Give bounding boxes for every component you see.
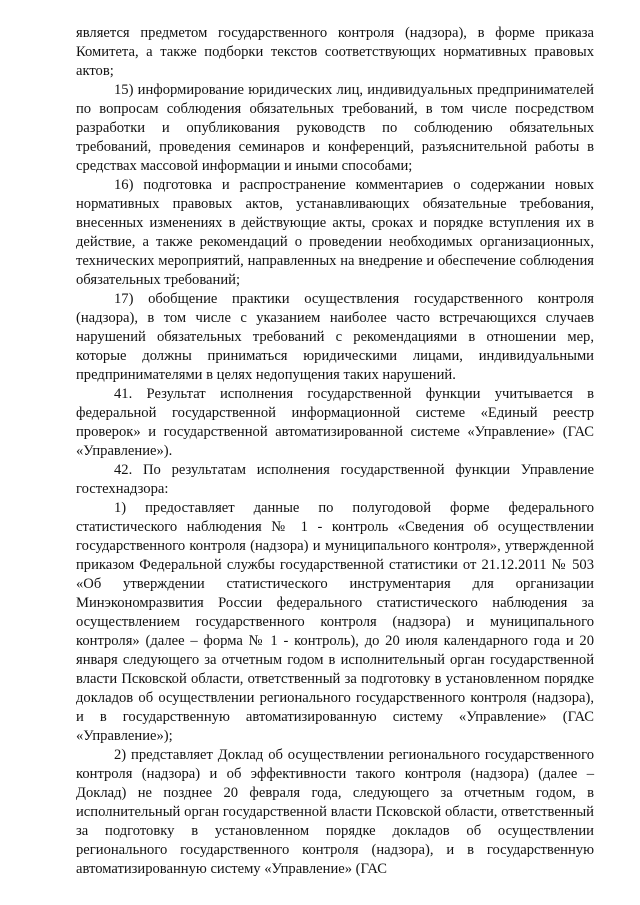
paragraph-clause-41: 41. Результат исполнения государственной функции учитывается в федеральной государственной информационной системе «Единый реестр проверок» и государственной автоматизированной системе «Управление» (ГАС «Управление»). bbox=[76, 386, 594, 459]
paragraph-item-17: 17) обобщение практики осуществления государственного контроля (надзора), в том числе с указанием наиболее часто встречающихся случаев нарушений обязательных требований с рекомендациями в отношении мер, которые должны приниматься юридическими лицами, индивидуальными предпринимателями в целях недопущения таких нарушений. bbox=[76, 291, 594, 383]
paragraph-item-16: 16) подготовка и распространение комментариев о содержании новых нормативных правовых актов, устанавливающих обязательные требования, внесенных изменениях в действующие акты, сроках и порядке вступления их в действие, а также рекомендаций о проведении необходимых организационных, технических мероприятий, направленных на внедрение и обеспечение соблюдения обязательных требований; bbox=[76, 177, 594, 288]
paragraph-clause-42-item-1: 1) предоставляет данные по полугодовой форме федерального статистического наблюдения № 1 - контроль «Сведения об осуществлении государственного контроля (надзора) и муниципального контроля», утвержденной приказом Федеральной службы государственной статистики от 21.12.2011 № 503 «Об утверждении статистического инструментария для организации Минэкономразвития России федерального статистического наблюдения за осуществлением государственного контроля (надзора) и муниципального контроля» (далее – форма № 1 - контроль), до 20 июля календарного года и 20 января следующего за отчетным годом в исполнительный орган государственной власти Псковской области, ответственный за подготовку в установленном порядке докладов об осуществлении регионального государственного контроля (надзора), и в государственную автоматизированную систему «Управление» (ГАС «Управление»); bbox=[76, 500, 594, 744]
paragraph-clause-42-item-2: 2) представляет Доклад об осуществлении регионального государственного контроля (надзора) и об эффективности такого контроля (надзора) (далее – Доклад) не позднее 20 февраля года, следующего за отчетным годом, в исполнительный орган государственной власти Псковской области, ответственный за подготовку в установленном порядке докладов об осуществлении регионального государственного контроля (надзора), и в государственную автоматизированную систему «Управление» (ГАС bbox=[76, 747, 594, 877]
paragraph-clause-42: 42. По результатам исполнения государственной функции Управление гостехнадзора: bbox=[76, 462, 594, 497]
paragraph-continuation: является предметом государственного контроля (надзора), в форме приказа Комитета, а также подборки текстов соответствующих нормативных правовых актов; bbox=[76, 25, 594, 79]
document-page bbox=[76, 24, 594, 879]
paragraph-item-15: 15) информирование юридических лиц, индивидуальных предпринимателей по вопросам соблюдения обязательных требований, в том числе посредством разработки и опубликования руководств по соблюдению обязательных требований, проведения семинаров и конференций, разъяснительной работы в средствах массовой информации и иными способами; bbox=[76, 82, 594, 174]
